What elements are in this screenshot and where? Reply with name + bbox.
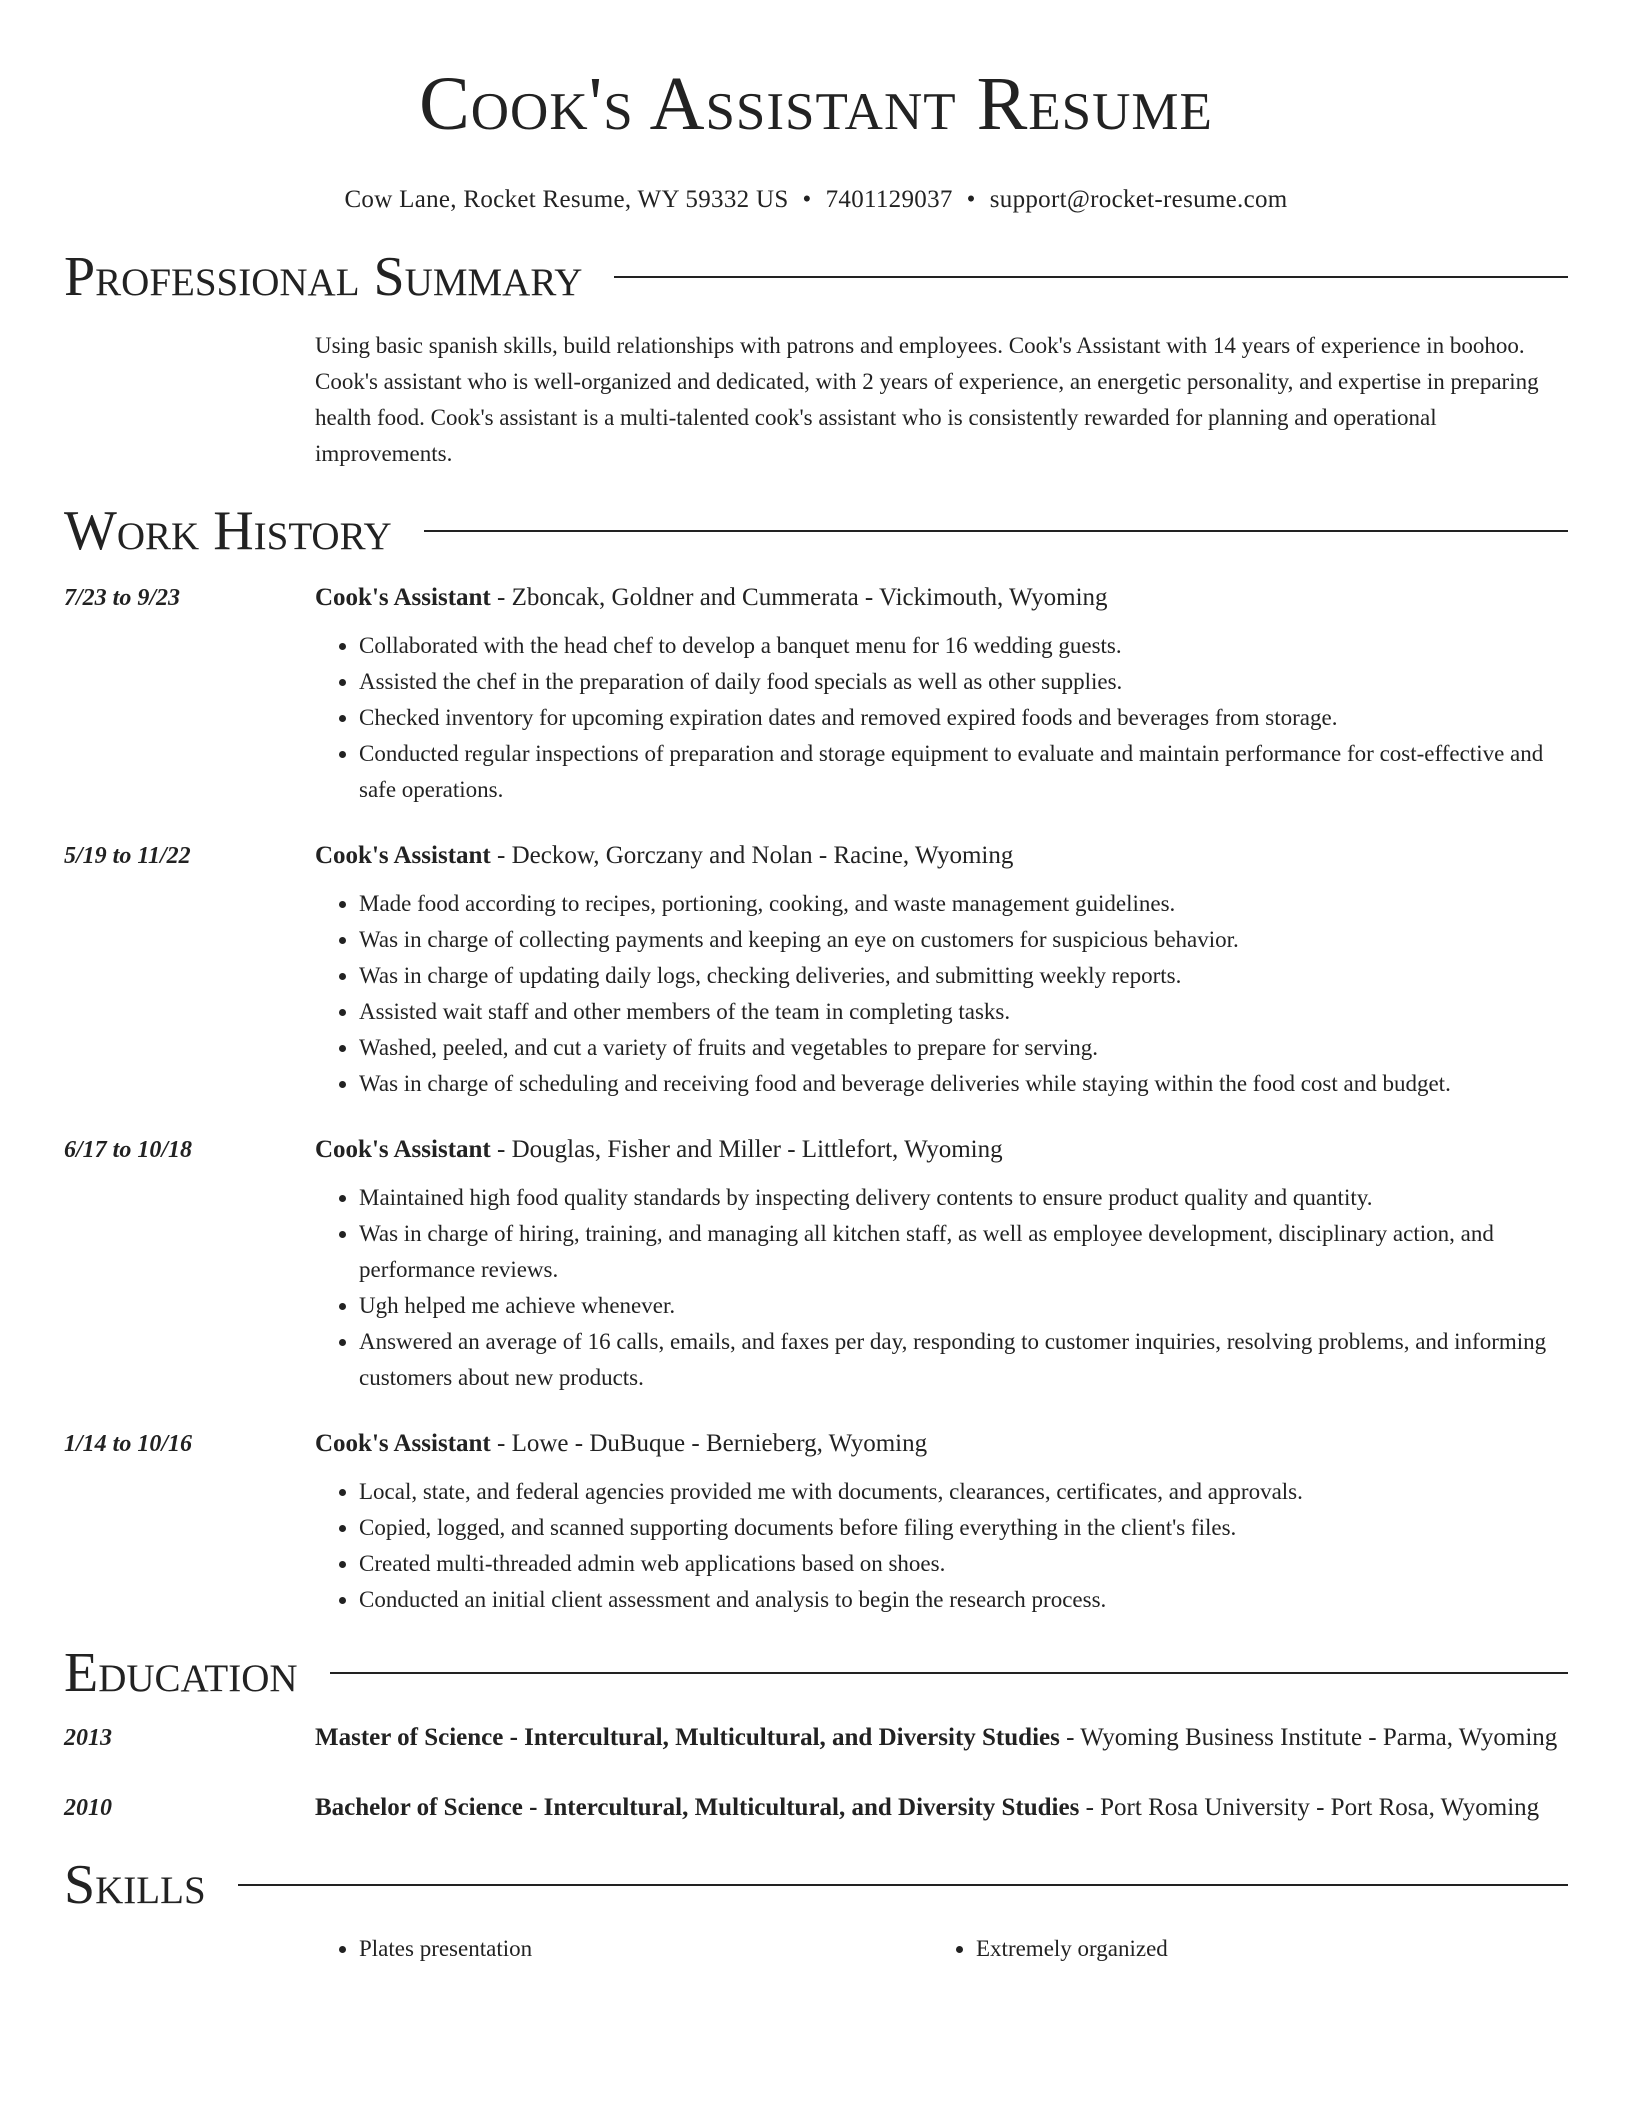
education-heading-line <box>315 1718 1568 1758</box>
education-heading-line <box>315 1788 1568 1828</box>
skills-column <box>315 1932 932 1966</box>
job-heading <box>315 1424 1568 1464</box>
job-bullets <box>315 1474 1568 1618</box>
summary-section-header <box>64 244 1568 310</box>
job-entry <box>64 578 1568 808</box>
skills-column <box>932 1932 1549 1966</box>
contact-address: Cow Lane, Rocket Resume, WY 59332 US <box>344 186 789 213</box>
job-title: Cook's Assistant <box>315 1430 491 1457</box>
job-details: - Lowe - DuBuque - Bernieberg, Wyoming <box>490 1430 928 1457</box>
section-divider <box>424 530 1568 532</box>
job-bullet: • Conducted an initial client assessment and analysis to begin the research process. <box>359 1582 1568 1618</box>
job-bullets <box>315 1180 1568 1396</box>
job-heading <box>315 836 1568 876</box>
job-bullet: • Made food according to recipes, portioning, cooking, and waste management guidelines. <box>359 886 1568 922</box>
work-section-header <box>64 498 1568 564</box>
contact-email: support@rocket-resume.com <box>989 186 1288 213</box>
education-degree: Bachelor of Science - Intercultural, Multicultural, and Diversity Studies <box>315 1794 1080 1821</box>
job-bullet: • Created multi-threaded admin web applications based on shoes. <box>359 1546 1568 1582</box>
education-year: 2010 <box>64 1795 112 1821</box>
job-bullet: • Assisted the chef in the preparation of daily food specials as well as other supplies. <box>359 664 1568 700</box>
education-entry <box>64 1718 1568 1758</box>
skills-list <box>315 1932 1568 1966</box>
education-heading: Education <box>64 1642 298 1704</box>
section-divider <box>330 1672 1568 1674</box>
job-bullet: • Washed, peeled, and cut a variety of fruits and vegetables to prepare for serving. <box>359 1030 1568 1066</box>
job-bullet: • Assisted wait staff and other members of the team in completing tasks. <box>359 994 1568 1030</box>
summary-heading: Professional Summary <box>64 246 583 308</box>
contact-separator: • <box>966 186 976 213</box>
job-bullets <box>315 886 1568 1102</box>
education-section-header <box>64 1640 1568 1706</box>
job-dates: 1/14 to 10/16 <box>64 1431 193 1457</box>
job-dates: 5/19 to 11/22 <box>64 843 191 869</box>
job-bullet: • Ugh helped me achieve whenever. <box>359 1288 1568 1324</box>
job-bullet: • Maintained high food quality standards by inspecting delivery contents to ensure product quality and quantity. <box>359 1180 1568 1216</box>
summary-text: Using basic spanish skills, build relationships with patrons and employees. Cook's Assistant with 14 years of experience in boohoo. Cook's assistant who is well-organized and dedicated, with 2 years of experience, an energetic personality, and expertise in preparing health food. Cook's assistant is a multi-talented cook's assistant who is consistently rewarded for planning and operational improvements. <box>315 333 1539 466</box>
job-bullet: • Was in charge of collecting payments and keeping an eye on customers for suspicious behavior. <box>359 922 1568 958</box>
education-degree: Master of Science - Intercultural, Multicultural, and Diversity Studies <box>315 1724 1060 1751</box>
job-dates: 6/17 to 10/18 <box>64 1137 193 1163</box>
section-divider <box>614 276 1568 278</box>
job-bullets <box>315 628 1568 808</box>
job-entry <box>64 836 1568 1102</box>
education-entry <box>64 1788 1568 1828</box>
job-details: - Douglas, Fisher and Miller - Littlefort, Wyoming <box>490 1136 1003 1163</box>
job-bullet: • Local, state, and federal agencies provided me with documents, clearances, certificates, and approvals. <box>359 1474 1568 1510</box>
education-details: - Wyoming Business Institute - Parma, Wyoming <box>1059 1724 1558 1751</box>
education-year: 2013 <box>64 1725 112 1751</box>
job-title: Cook's Assistant <box>315 1136 491 1163</box>
contact-phone: 7401129037 <box>825 186 953 213</box>
job-entry <box>64 1424 1568 1618</box>
work-heading: Work History <box>64 500 392 562</box>
contact-separator: • <box>802 186 812 213</box>
job-title: Cook's Assistant <box>315 842 491 869</box>
job-title: Cook's Assistant <box>315 584 491 611</box>
skills-heading: Skills <box>64 1854 206 1916</box>
job-bullet: • Was in charge of scheduling and receiving food and beverage deliveries while staying within the food cost and budget. <box>359 1066 1568 1102</box>
job-details: - Deckow, Gorczany and Nolan - Racine, Wyoming <box>490 842 1014 869</box>
contact-line <box>64 186 1568 214</box>
skills-section-header <box>64 1852 1568 1918</box>
resume-title: Cook's Assistant Resume <box>419 62 1213 146</box>
skill-item: • Extremely organized <box>976 1932 1549 1966</box>
skill-item: • Plates presentation <box>359 1932 932 1966</box>
job-bullet: • Was in charge of updating daily logs, checking deliveries, and submitting weekly reports. <box>359 958 1568 994</box>
job-bullet: • Answered an average of 16 calls, emails, and faxes per day, responding to customer inquiries, resolving problems, and informing customers about new products. <box>359 1324 1568 1396</box>
job-heading <box>315 1130 1568 1170</box>
job-dates: 7/23 to 9/23 <box>64 585 181 611</box>
education-details: - Port Rosa University - Port Rosa, Wyoming <box>1079 1794 1540 1821</box>
job-heading <box>315 578 1568 618</box>
job-bullet: • Conducted regular inspections of preparation and storage equipment to evaluate and maintain performance for cost-effective and safe operations. <box>359 736 1568 808</box>
section-divider <box>238 1884 1568 1886</box>
job-bullet: • Collaborated with the head chef to develop a banquet menu for 16 wedding guests. <box>359 628 1568 664</box>
job-details: - Zboncak, Goldner and Cummerata - Vickimouth, Wyoming <box>490 584 1108 611</box>
job-bullet: • Was in charge of hiring, training, and managing all kitchen staff, as well as employee development, disciplinary action, and performance reviews. <box>359 1216 1568 1288</box>
job-bullet: • Checked inventory for upcoming expiration dates and removed expired foods and beverages from storage. <box>359 700 1568 736</box>
job-bullet: • Copied, logged, and scanned supporting documents before filing everything in the client's files. <box>359 1510 1568 1546</box>
job-entry <box>64 1130 1568 1396</box>
